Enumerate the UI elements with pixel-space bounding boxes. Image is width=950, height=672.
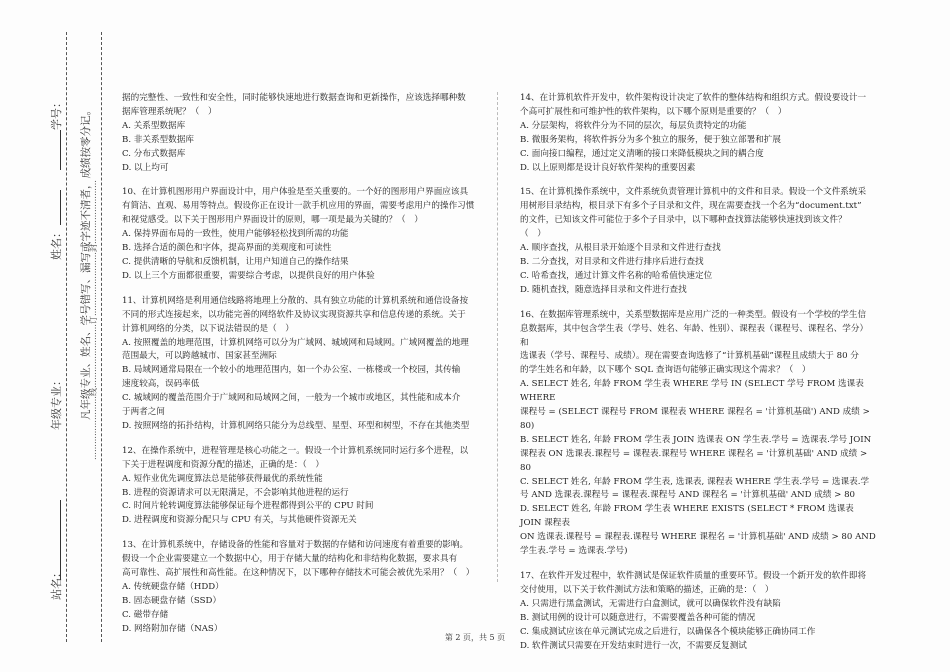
answer-option-continued: 号 AND 选课表.课程号 = 课程表.课程号 AND 课程名 = '计算机基础' AND 成绩 > 80 [520,490,856,501]
answer-option: A. 顺序查找，从根目录开始逐个目录和文件进行查找 [520,243,721,254]
answer-option: C. SELECT 姓名, 年龄 FROM 学生表, 选课表, 课程表 WHERE 学生表.学号 = 选课表.学 [520,476,870,487]
question-text: 16、在数据库管理系统中，关系型数据库是应用广泛的一种类型。假设有一个学校的学生信 [520,309,867,320]
answer-option: B. 固态硬盘存储（SSD） [122,595,222,606]
answer-option: D. 以上三个方面都很重要，需要综合考虑，以提供良好的用户体验 [122,270,375,281]
school-label: 站名： [50,567,63,600]
answer-option-continued: ON 选课表.课程号 = 课程表.课程号 WHERE 课程名 = '计算机基础' AND 成绩 > 80 AND [520,532,876,543]
answer-option: B. 微服务架构，将软件拆分为多个独立的服务，便于独立部署和扩展 [520,134,781,145]
answer-option: D. 随机查找，随意选择目录和文件进行查找 [520,284,687,295]
answer-option: A. 只需进行黑盒测试，无需进行白盒测试，就可以确保软件没有缺陷 [520,598,781,609]
answer-option: D. 软件测试只需要在开发结束时进行一次，不需要反复测试 [520,640,747,651]
answer-option: A. SELECT 姓名, 年龄 FROM 学生表 WHERE 学号 IN (SELECT 学号 FROM 选课表 WHERE [520,379,864,404]
name-label: 姓名： [50,227,63,260]
name-blank [50,190,61,225]
answer-option-continued: 课程号 = (SELECT 课程号 FROM 课程表 WHERE 课程名 = '计算机基础') AND 成绩 > 80) [520,407,870,431]
seal-dashed-line-right [101,32,102,642]
continued-question-text: 14、在计算机软件开发中，软件架构设计决定了软件的整体结构和组织方式。假设要设计一 [520,93,867,103]
right-question-column [520,92,876,653]
question-text: 和视觉感受。以下关于图形用户界面设计的原则，哪一项是最为关键的？（ ） [122,215,423,226]
seal-line-text: ……………………线……………………订……………………封…………………… [89,180,98,460]
answer-option: B. 二分查找，对目录和文件进行排序后进行查找 [520,256,704,267]
answer-option: A. 分层架构，将软件分为不同的层次，每层负责特定的功能 [520,120,747,131]
answer-option-continued: 学生表.学号 = 选课表.学号) [520,546,628,557]
answer-option: D. 进程调度和资源分配只与 CPU 有关，与其他硬件资源无关 [122,515,357,526]
answer-option-continued: 于两者之间 [122,407,165,418]
answer-option: C. 面向接口编程，通过定义清晰的接口来降低模块之间的耦合度 [520,148,764,159]
continued-question-text: 个高可扩展性和可维护性的软件架构，以下哪个原则是重要的？（ ） [520,106,787,117]
answer-option: C. 分布式数据库 [122,148,186,159]
question-text: 计算机网络的分类，以下说法错误的是（ ） [122,323,294,334]
answer-option: C. 城域网的覆盖范围介于广域网和局域网之间，一般为一个城市或地区，其性能和成本介 [122,393,461,404]
answer-option: D. 按照网络的拓扑结构，计算机网络只能分为总线型、星型、环型和树型，不存在其他类型 [122,420,470,431]
answer-option: B. 进程的资源请求可以无限满足，不会影响其他进程的运行 [122,487,349,498]
answer-option-continued: 80 [520,462,531,473]
page-number: 第 2 页，共 5 页 [444,633,506,642]
question-text: 12、在操作系统中，进程管理是核心功能之一。假设一个计算机系统同时运行多个进程，以 [122,445,469,456]
answer-option: C. 时间片轮转调度算法能够保证每个进程都得到公平的 CPU 时间 [122,501,374,512]
question-text: 息数据库，其中包含学生表（学号、姓名、年龄、性别）、课程表（课程号、课程名、学分）和 [520,323,869,348]
question-text: 不同的形式连接起来，以功能完善的网络软件及协议实现资源共享和信息传递的系统。关于 [122,309,466,320]
continued-question-text: 据库管理系统呢？（ ） [122,106,217,117]
question-text: 选课表（学号、课程号、成绩）。现在需要查询选修了“计算机基础”课程且成绩大于 80 分 [520,351,859,362]
answer-option: C. 集成测试应该在单元测试完成之后进行，以确保各个模块能够正确协同工作 [520,626,816,637]
question-text: 用树形目录结构，根目录下有多个子目录和文件，现在需要查找一个名为“document.txt” [520,201,862,212]
question-text: 11、计算机网络是利用通信线路将地理上分散的、具有独立功能的计算机系统和通信设备按 [122,295,469,306]
answer-option: B. 局域网通常局限在一个较小的地理范围内，如一个办公室、一栋楼或一个校园，其传输 [122,365,461,376]
question-text: 10、在计算机图形用户界面设计中，用户体验是至关重要的。一个好的图形用户界面应该具 [122,187,469,198]
student-id-blank [50,130,61,170]
question-text: 17、在软件开发过程中，软件测试是保证软件质量的重要环节。假设一个新开发的软件即将 [520,571,867,581]
class-label: 年级专业： [50,375,63,430]
question-text: 13、在计算机系统中，存储设备的性能和容量对于数据的存储和访问速度有着重要的影响。 [122,540,469,551]
seal-dashed-line-left [66,32,67,642]
answer-option: B. 选择合适的颜色和字体，提高界面的美观度和可读性 [122,243,332,254]
question-text: 交付使用，以下关于软件测试方法和策略的描述，正确的是：（ ） [520,584,774,595]
answer-option: A. 短作业优先调度算法总是能够获得最优的系统性能 [122,473,323,484]
answer-option: D. 以上均可 [122,162,169,173]
answer-option: B. SELECT 姓名, 年龄 FROM 学生表 JOIN 选课表 ON 学生表.学号 = 选课表.学号 JOIN [520,434,872,445]
answer-option: D. 网络附加存储（NAS） [122,623,223,634]
left-question-column [122,92,478,637]
student-id-label: 学号： [50,97,63,130]
question-text: 有简洁、直观、易用等特点。假设你正在设计一款手机应用的界面，需要考虑用户的操作习惯 [122,201,475,212]
answer-option: A. 按照覆盖的地理范围，计算机网络可以分为广域网、城域网和局域网。广域网覆盖的地理 [122,337,469,348]
answer-option-continued: 速度较高，误码率低 [122,379,200,390]
answer-option: A. 关系型数据库 [122,120,186,131]
answer-option: D. 以上原则都是设计良好软件架构的重要因素 [520,162,696,173]
question-text: 高可靠性、高扩展性和高性能。在这种情况下，以下哪种存储技术可能会被优先采用？（ ） [122,568,475,579]
answer-option: D. SELECT 姓名, 年龄 FROM 学生表 WHERE EXISTS (SELECT * FROM 选课表 JOIN 课程表 [520,504,854,529]
question-text: 15、在计算机操作系统中，文件系统负责管理计算机中的文件和目录。假设一个文件系统采 [520,187,867,198]
answer-option: A. 保持界面布局的一致性，使用户能够轻松找到所需的功能 [122,229,349,240]
school-blank [50,500,61,580]
question-text: 下关于进程调度和资源分配的描述，正确的是：（ ） [122,459,324,470]
column-divider [497,92,498,582]
answer-option-continued: 范围最大，可以跨越城市、国家甚至洲际 [122,351,277,362]
answer-option: C. 磁带存储 [122,609,169,620]
answer-option: B. 非关系型数据库 [122,134,194,145]
continued-question-text: 据的完整性、一致性和安全性，同时能够快速地进行数据查询和更新操作，应该选择哪种数 [122,93,466,103]
answer-option: B. 测试用例的设计可以随意进行，不需要覆盖各种可能的情况 [520,612,756,623]
answer-option: C. 提供清晰的导航和反馈机制，让用户知道自己的操作结果 [122,256,349,267]
question-text: 的学生姓名和年龄，以下哪个 SQL 查询语句能够正确实现这个需求？（ ） [520,365,811,376]
anti-cheat-warning: 凡年级专业、姓名、学号错写、漏写或字迹不清者，成绩按零分记。 [80,105,92,420]
answer-option: C. 哈希查找，通过计算文件名称的哈希值快速定位 [520,270,713,281]
question-text: 的文件，已知该文件可能位于多个子目录中，以下哪种查找算法能够快速找到该文件？ [520,215,847,226]
answer-option: A. 传统硬盘存储（HDD） [122,582,224,592]
binding-margin [0,20,110,660]
question-text: （ ） [520,229,546,240]
answer-option-continued: 课程表 ON 选课表.课程号 = 课程表.课程号 WHERE 课程名 = '计算机基础' AND 成绩 > [520,448,868,459]
question-text: 假设一个企业需要建立一个数据中心，用于存储大量的结构化和非结构化数据，要求具有 [122,554,458,565]
